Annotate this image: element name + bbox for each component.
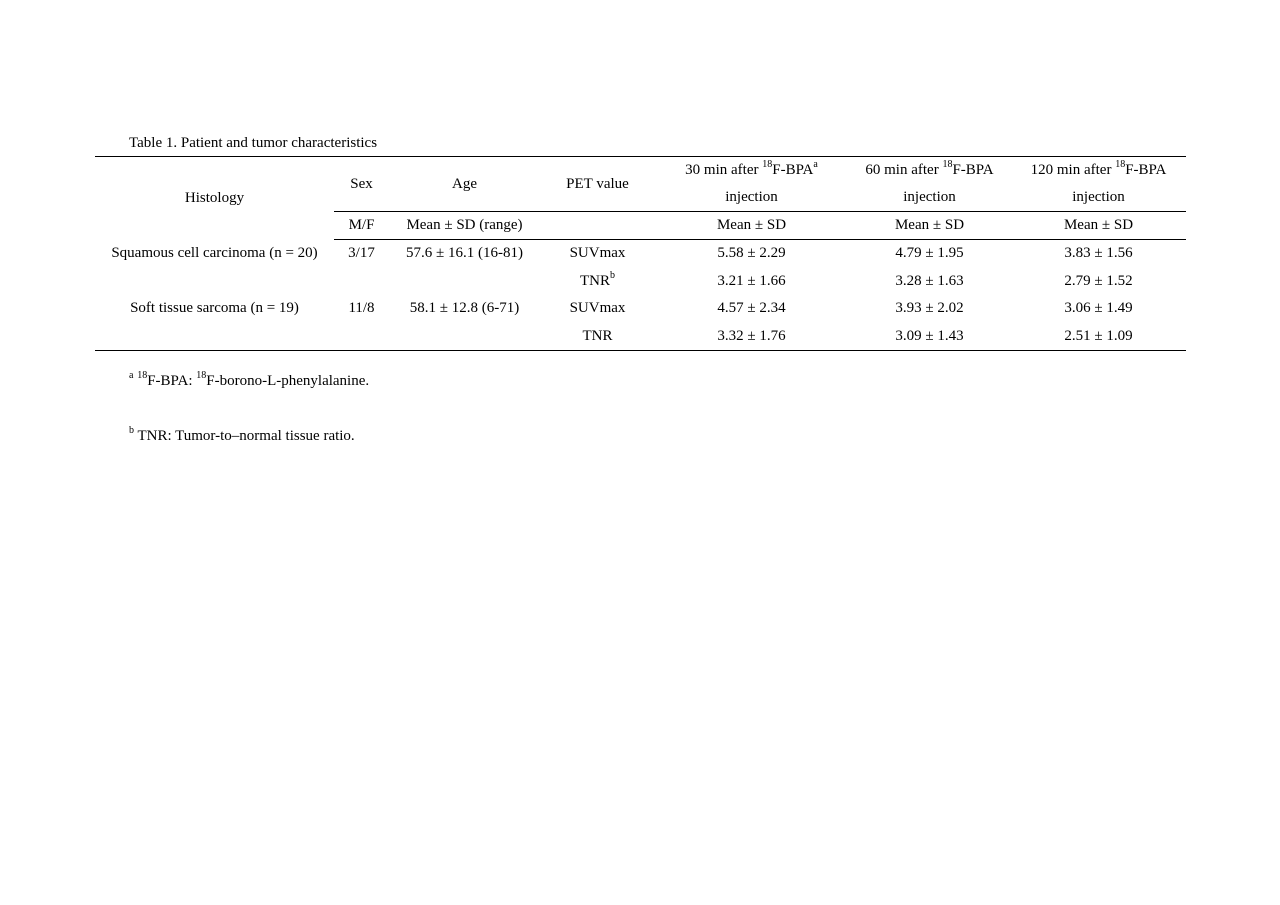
cell-60min: 3.93 ± 2.02 bbox=[895, 300, 964, 317]
header-age: Age bbox=[389, 157, 540, 212]
header-60min: 60 min after $^{18}$F-BPA injection bbox=[848, 157, 1011, 212]
cell-120min: 3.06 ± 1.49 bbox=[1064, 300, 1133, 317]
cell-age bbox=[389, 268, 540, 296]
cell-age bbox=[389, 323, 540, 351]
cell-30min: 5.58 ± 2.29 bbox=[717, 245, 786, 262]
subheader-120min: Mean ± SD bbox=[1011, 212, 1186, 240]
footnote-b: $^b$ TNR: Tumor-to–normal tissue ratio. bbox=[129, 425, 355, 444]
cell-histology: Squamous cell carcinoma (n = 20) bbox=[111, 245, 318, 261]
cell-30min: 3.32 ± 1.76 bbox=[655, 323, 848, 351]
cell-60min: 3.09 ± 1.43 bbox=[848, 323, 1011, 351]
header-30min: 30 min after $^{18}$F-BPA$^a$ injection bbox=[655, 157, 848, 212]
cell-sex: 3/17 bbox=[348, 245, 375, 262]
header-histology: Histology bbox=[95, 157, 334, 240]
cell-histology: Soft tissue sarcoma (n = 19) bbox=[130, 300, 299, 317]
cell-sex: 11/8 bbox=[348, 300, 375, 317]
cell-age: 57.6 ± 16.1 (16-81) bbox=[406, 245, 523, 262]
header-120min: 120 min after $^{18}$F-BPA injection bbox=[1011, 157, 1186, 212]
header-pet-value: PET value bbox=[540, 157, 655, 212]
cell-sex bbox=[334, 323, 389, 351]
cell-histology bbox=[95, 268, 334, 296]
cell-histology bbox=[95, 323, 334, 351]
cell-pet-value: SUVmax bbox=[569, 245, 626, 262]
cell-age: 58.1 ± 12.8 (6-71) bbox=[409, 300, 520, 317]
cell-pet-value: TNR$^b$ bbox=[580, 269, 615, 289]
subheader-30min: Mean ± SD bbox=[655, 212, 848, 240]
table-row bbox=[95, 323, 1186, 351]
subheader-age: Mean ± SD (range) bbox=[389, 212, 540, 240]
table-row bbox=[95, 295, 1186, 323]
cell-30min: 3.21 ± 1.66 bbox=[717, 272, 786, 289]
cell-60min: 4.79 ± 1.95 bbox=[895, 245, 964, 262]
table-row bbox=[95, 240, 1186, 268]
subheader-pet bbox=[540, 212, 655, 240]
cell-120min: 2.79 ± 1.52 bbox=[1064, 272, 1133, 289]
cell-pet-value: SUVmax bbox=[569, 300, 626, 317]
cell-60min: 3.28 ± 1.63 bbox=[895, 272, 964, 289]
subheader-sex: M/F bbox=[334, 212, 389, 240]
table-caption: Table 1. Patient and tumor characteristics bbox=[129, 135, 378, 151]
cell-120min: 3.83 ± 1.56 bbox=[1064, 245, 1133, 262]
header-row bbox=[95, 157, 1186, 212]
header-sex: Sex bbox=[334, 157, 389, 212]
subheader-60min: Mean ± SD bbox=[848, 212, 1011, 240]
cell-30min: 4.57 ± 2.34 bbox=[717, 300, 786, 317]
cell-120min: 2.51 ± 1.09 bbox=[1011, 323, 1186, 351]
characteristics-table bbox=[95, 156, 1186, 351]
footnote-a: $^a$ $^{18}$F-BPA: $^{18}$F-borono-L-phenylalanine. bbox=[129, 370, 370, 389]
cell-sex bbox=[334, 268, 389, 296]
table-row bbox=[95, 268, 1186, 296]
cell-pet-value: TNR bbox=[540, 323, 655, 351]
